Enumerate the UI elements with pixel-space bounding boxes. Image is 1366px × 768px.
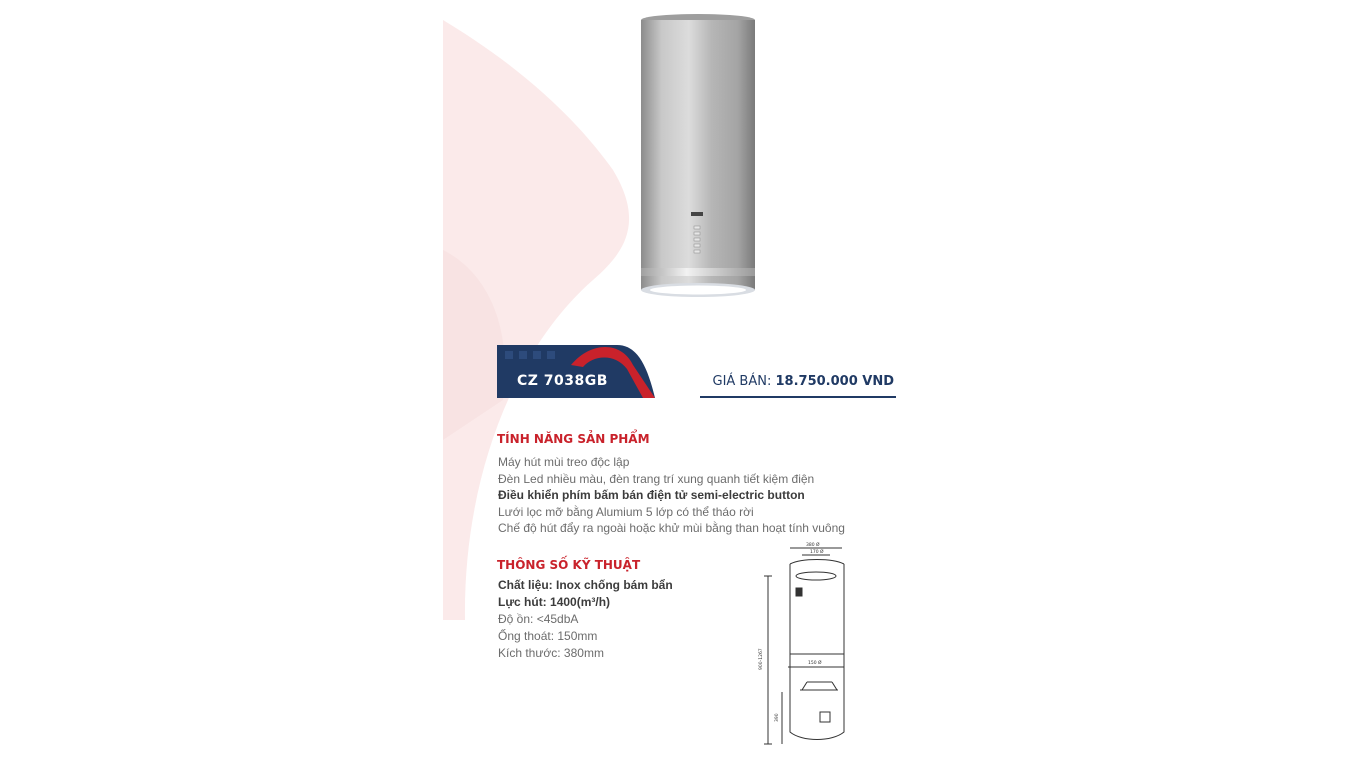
spec-item: Ống thoát: 150mm	[498, 629, 598, 643]
feature-item: Lưới lọc mỡ bằng Alumium 5 lớp có thể tháo rời	[498, 504, 754, 519]
feature-item: Đèn Led nhiều màu, đèn trang trí xung quanh tiết kiệm điện	[498, 471, 815, 486]
features-heading: TÍNH NĂNG SẢN PHẨM	[497, 432, 650, 446]
price-label: GIÁ BÁN:	[712, 374, 772, 389]
specs-list	[498, 577, 673, 662]
technical-drawing	[752, 542, 852, 752]
drawing-dim-top-inner: 170 Ø	[810, 550, 824, 555]
price-value: 18.750.000 VND	[775, 374, 894, 389]
drawing-dim-lower: 390	[775, 713, 780, 722]
price-underline	[700, 396, 896, 398]
drawing-dim-top-outer: 380 Ø	[806, 543, 820, 548]
features-list	[498, 454, 845, 537]
range-hood-image	[638, 12, 758, 300]
feature-item: Chế độ hút đẩy ra ngoài hoặc khử mùi bằng than hoạt tính vuông	[498, 521, 845, 535]
feature-item: Điều khiển phím bấm bán điện tử semi-electric button	[498, 488, 805, 502]
product-title-banner	[497, 345, 896, 400]
drawing-dim-mid: 150 Ø	[808, 661, 822, 666]
spec-item: Kích thước: 380mm	[498, 646, 604, 660]
spec-item: Độ ồn: <45dbA	[498, 612, 579, 626]
feature-item: Máy hút mùi treo độc lập	[498, 455, 630, 469]
spec-item: Chất liệu: Inox chống bám bẩn	[498, 578, 673, 592]
specs-heading: THÔNG SỐ KỸ THUẬT	[497, 558, 641, 572]
spec-item: Lực hút: 1400(m³/h)	[498, 595, 611, 609]
price	[713, 374, 895, 389]
drawing-dim-height: 900-1267	[759, 648, 764, 670]
model-name: CZ 7038GB	[517, 373, 608, 389]
